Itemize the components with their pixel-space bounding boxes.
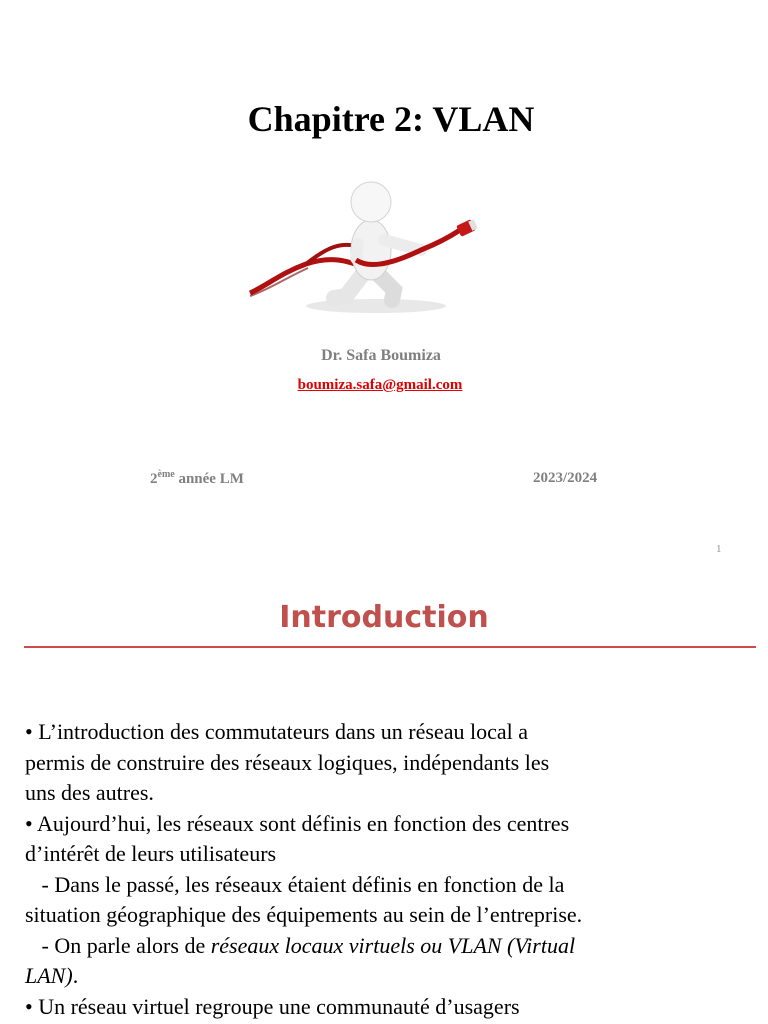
text-line: d’intérêt de leurs utilisateurs xyxy=(25,841,277,866)
text-line xyxy=(25,931,765,962)
text-line: • Un réseau virtuel regroupe une communauté d’usagers xyxy=(25,993,520,1019)
text-line xyxy=(25,961,765,992)
slide-title: Chapitre 2: VLAN xyxy=(247,99,535,139)
page-number: 1 xyxy=(716,543,722,555)
author-name: Dr. Safa Boumiza xyxy=(321,347,441,364)
text-line: • Aujourd’hui, les réseaux sont définis en fonction des centres xyxy=(25,810,570,836)
figure-pulling-network-cable-icon xyxy=(246,178,482,318)
study-level-superscript: ème xyxy=(157,469,175,480)
study-level-number: 2 xyxy=(150,471,158,487)
text-line-suffix: . xyxy=(72,963,79,988)
text-line: uns des autres. xyxy=(25,780,154,805)
study-level-label: année LM xyxy=(174,471,244,487)
heading-divider xyxy=(24,646,756,648)
section-heading: Introduction xyxy=(279,600,489,635)
text-line-italic: LAN) xyxy=(25,963,73,988)
text-line: situation géographique des équipements au sein de l’entreprise. xyxy=(25,902,583,927)
body-text xyxy=(25,717,765,1022)
study-level xyxy=(150,469,244,488)
text-line: • L’introduction des commutateurs dans un réseau local a xyxy=(25,719,528,744)
text-line: - Dans le passé, les réseaux étaient définis en fonction de la xyxy=(25,871,565,897)
text-line-prefix: - On parle alors de xyxy=(25,932,211,958)
text-line-italic: réseaux locaux virtuels ou VLAN (Virtual xyxy=(210,932,576,958)
academic-year: 2023/2024 xyxy=(533,470,598,486)
text-line: permis de construire des réseaux logiques, indépendants les xyxy=(25,749,550,775)
author-email-link[interactable]: boumiza.safa@gmail.com xyxy=(297,377,463,393)
